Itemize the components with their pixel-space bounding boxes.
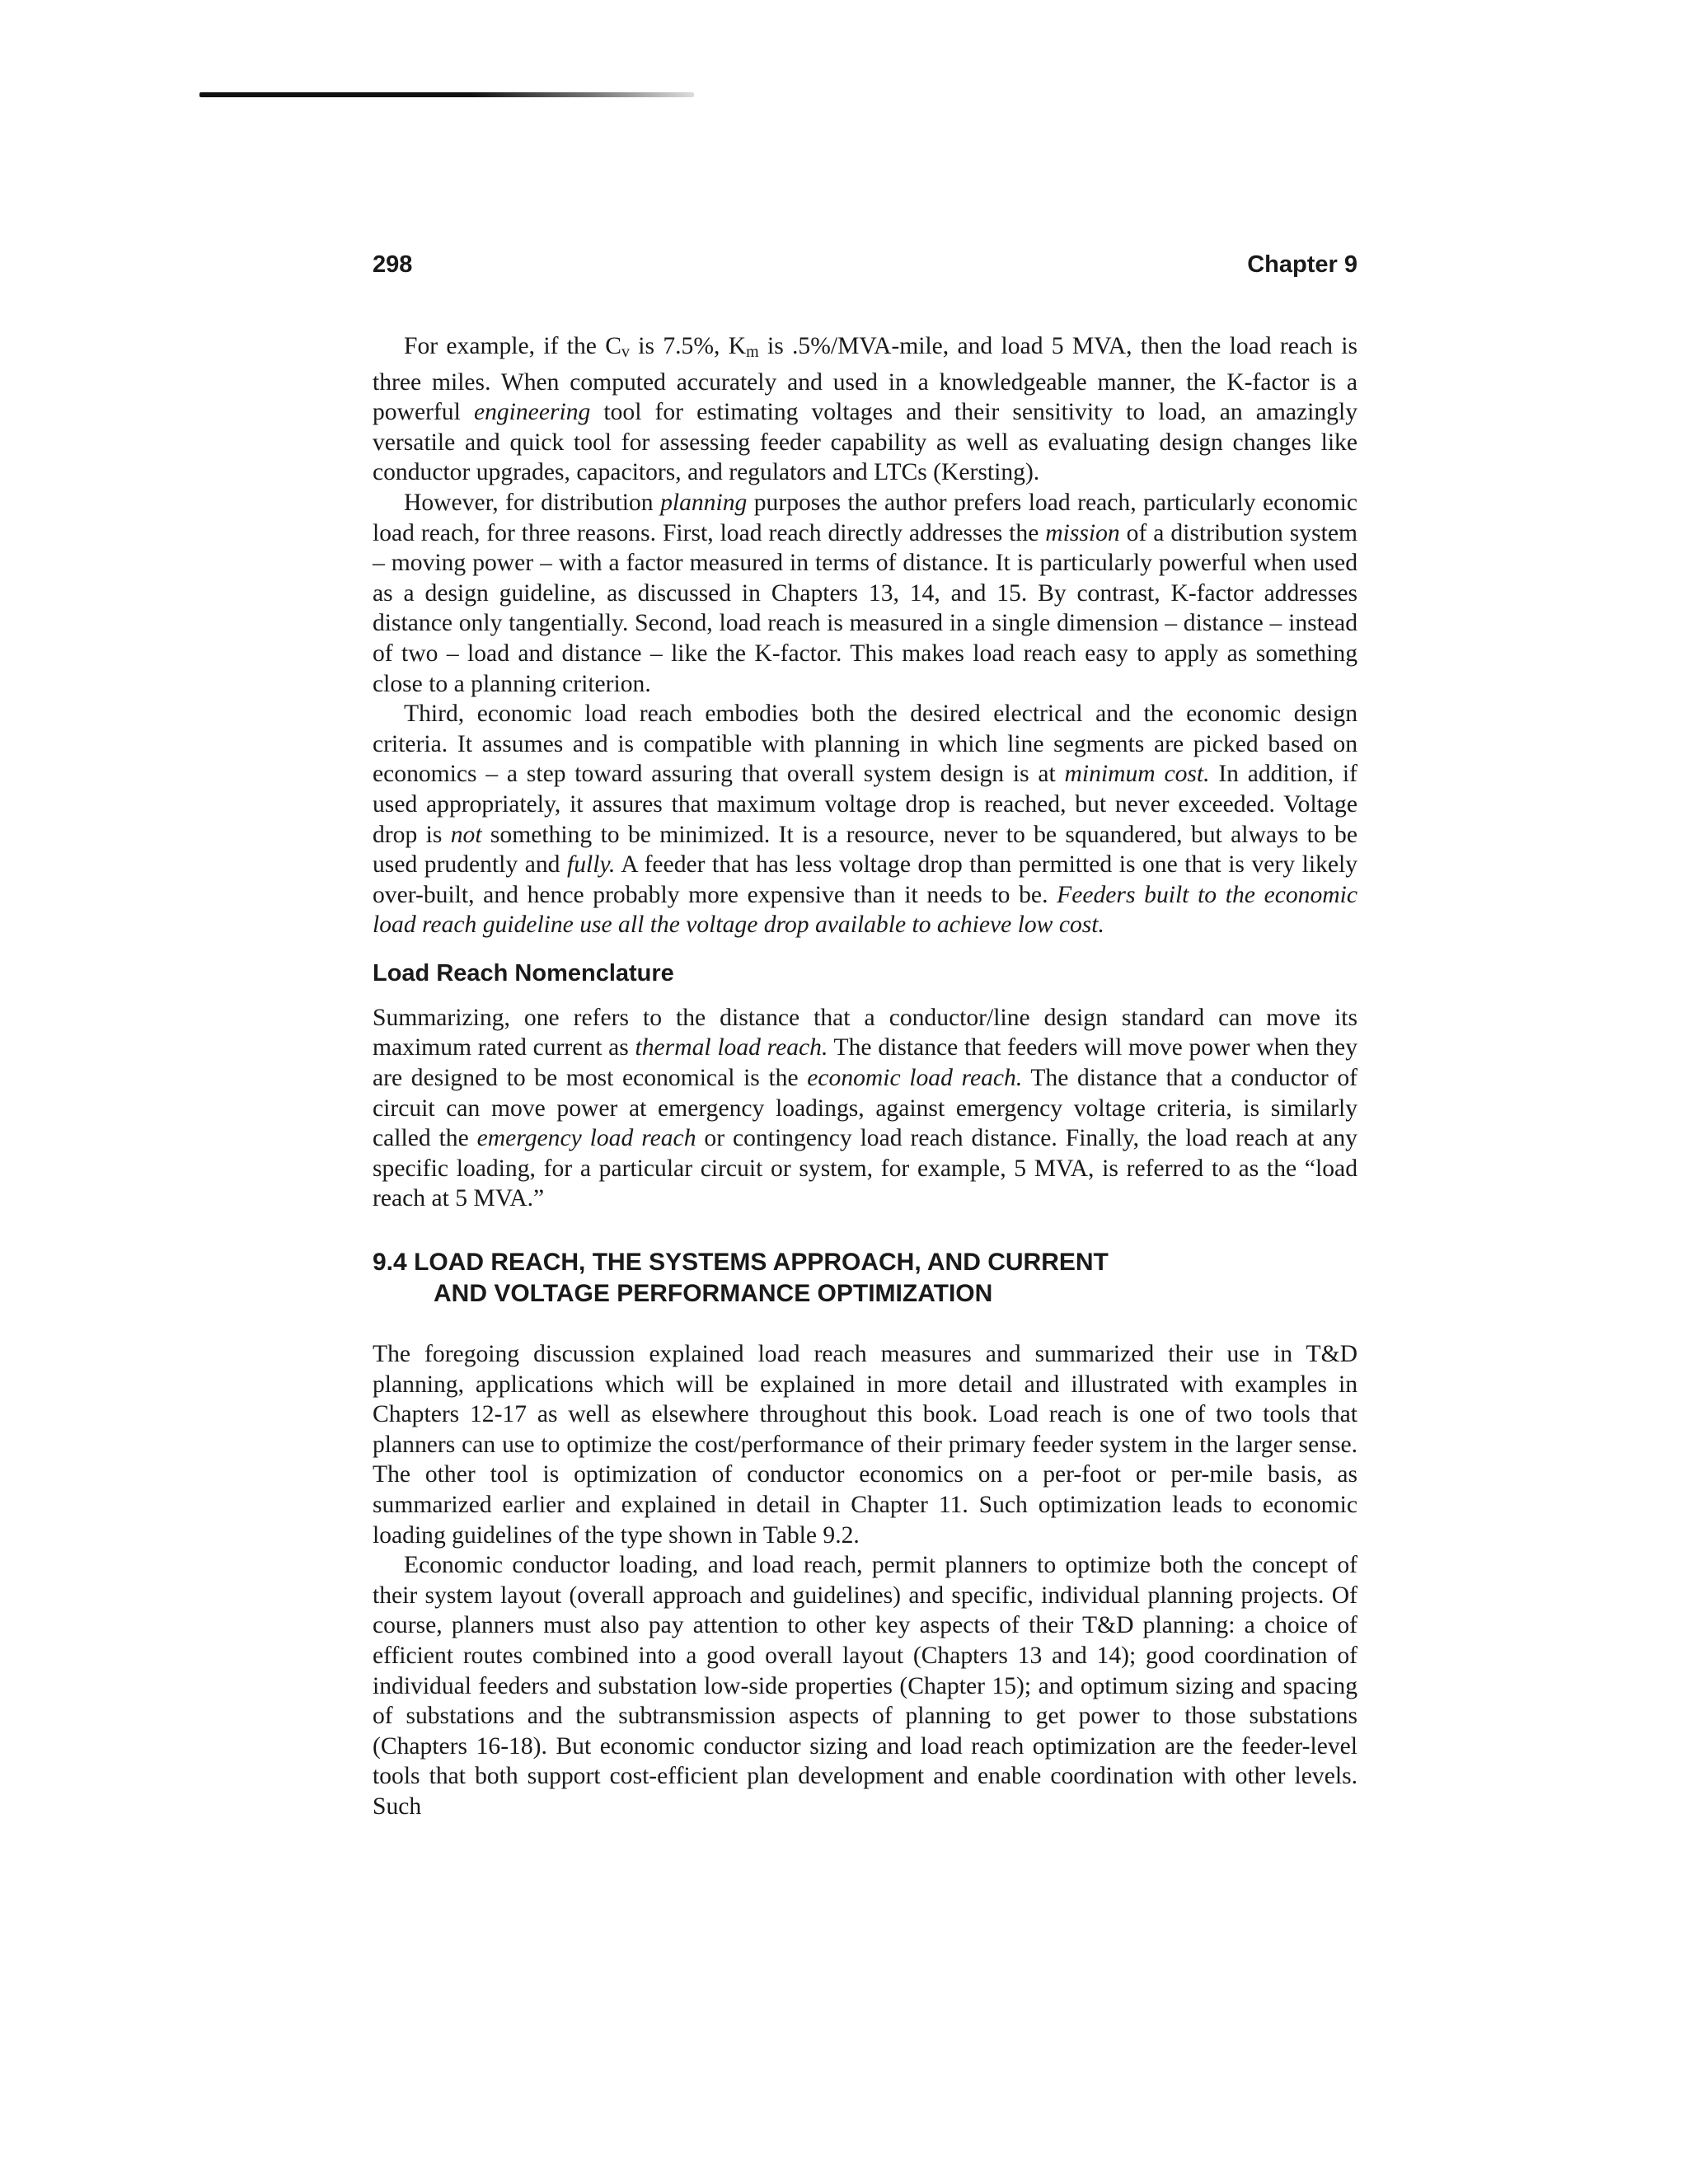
paragraph-nomenclature: Summarizing, one refers to the distance that a conductor/line design standard can move its maximum rated current as thermal load reach. The distance that feeders will move power when they are designed to be most economical is the economic load reach. The distance that a conductor of circuit can move power at emergency loadings, against emergency voltage criteria, is similarly called the emergency load reach or contingency load reach distance. Finally, the load reach at any specific loading, for a particular circuit or system, for example, 5 MVA, is referred to as the “load reach at 5 MVA.” [373,1004,1357,1212]
top-rule [199,92,694,97]
paragraph-planning-reasons: However, for distribution planning purposes the author prefers load reach, particularly economic load reach, for three reasons. First, load reach directly addresses the mission of a distribution system – moving power – with a factor measured in terms of distance. It is particularly powerful when used as a design guideline, as discussed in Chapters 13, 14, and 15. By contrast, K-factor addresses distance only tangentially. Second, load reach is measured in a single dimension – distance – instead of two – load and distance – like the K-factor. This makes load reach easy to apply as something close to a planning criterion. [373,489,1357,697]
paragraph-third-reason: Third, economic load reach embodies both the desired electrical and the economic design criteria. It assumes and is compatible with planning in which line segments are picked based on economics – a step toward assuring that overall system design is at minimum cost. In addition, if used appropriately, it assures that maximum voltage drop is reached, but never exceeded. Voltage drop is not something to be minimized. It is a resource, never to be squandered, but always to be used prudently and fully. A feeder that has less voltage drop than permitted is one that is very likely over-built, and hence probably more expensive than it needs to be. Feeders built to the economic load reach guideline use all the voltage drop available to achieve low cost. [373,701,1358,939]
heading-section-9-4: 9.4 LOAD REACH, THE SYSTEMS APPROACH, AND CURRENT AND VOLTAGE PERFORMANCE OPTIMIZATION [373,1249,1109,1308]
running-head [373,251,1357,279]
paragraph-economic-conductor-loading: Economic conductor loading, and load reach, permit planners to optimize both the concept of their system layout (overall approach and guidelines) and specific, individual planning projects. Of course, planners must also pay attention to other key aspects of their T&D planning: a choice of efficient routes combined into a good overall layout (Chapters 13 and 14); good coordination of individual feeders and substation low-side properties (Chapter 15); and optimum sizing and spacing of substations and the subtransmission aspects of planning to get power to those substations (Chapters 16-18). But economic conductor sizing and load reach optimization are the feeder-level tools that both support cost-efficient plan development and enable coordination with other levels. Such [373,1552,1357,1820]
paragraph-foregoing-discussion: The foregoing discussion explained load reach measures and summarized their use in T&D planning, applications which will be explained in more detail and illustrated with examples in Chapters 12-17 as well as elsewhere throughout this book. Load reach is one of two tools that planners can use to optimize the cost/performance of their primary feeder system in the larger sense. The other tool is optimization of conductor economics on a per-foot or per-mile basis, as summarized earlier and explained in detail in Chapter 11. Such optimization leads to economic loading guidelines of the type shown in Table 9.2. [373,1341,1357,1549]
section-number: 9.4 [373,1249,407,1277]
page-number: 298 [373,251,413,278]
page-body [373,331,1357,1822]
heading-load-reach-nomenclature: Load Reach Nomenclature [373,959,674,987]
chapter-label: Chapter 9 [1247,251,1357,278]
paragraph-k-factor-example: For example, if the $C_v$ is 7.5%, $K_m$ is .5%/MVA-mile, and load 5 MVA, then the load reach is three miles. When computed accurately and used in a knowledgeable manner, the K-factor is a powerful engineering tool for estimating voltages and their sensitivity to load, an amazingly versatile and quick tool for assessing feeder capability as well as evaluating design changes like conductor upgrades, capacitors, and regulators and LTCs (Kersting). [373,333,1358,486]
